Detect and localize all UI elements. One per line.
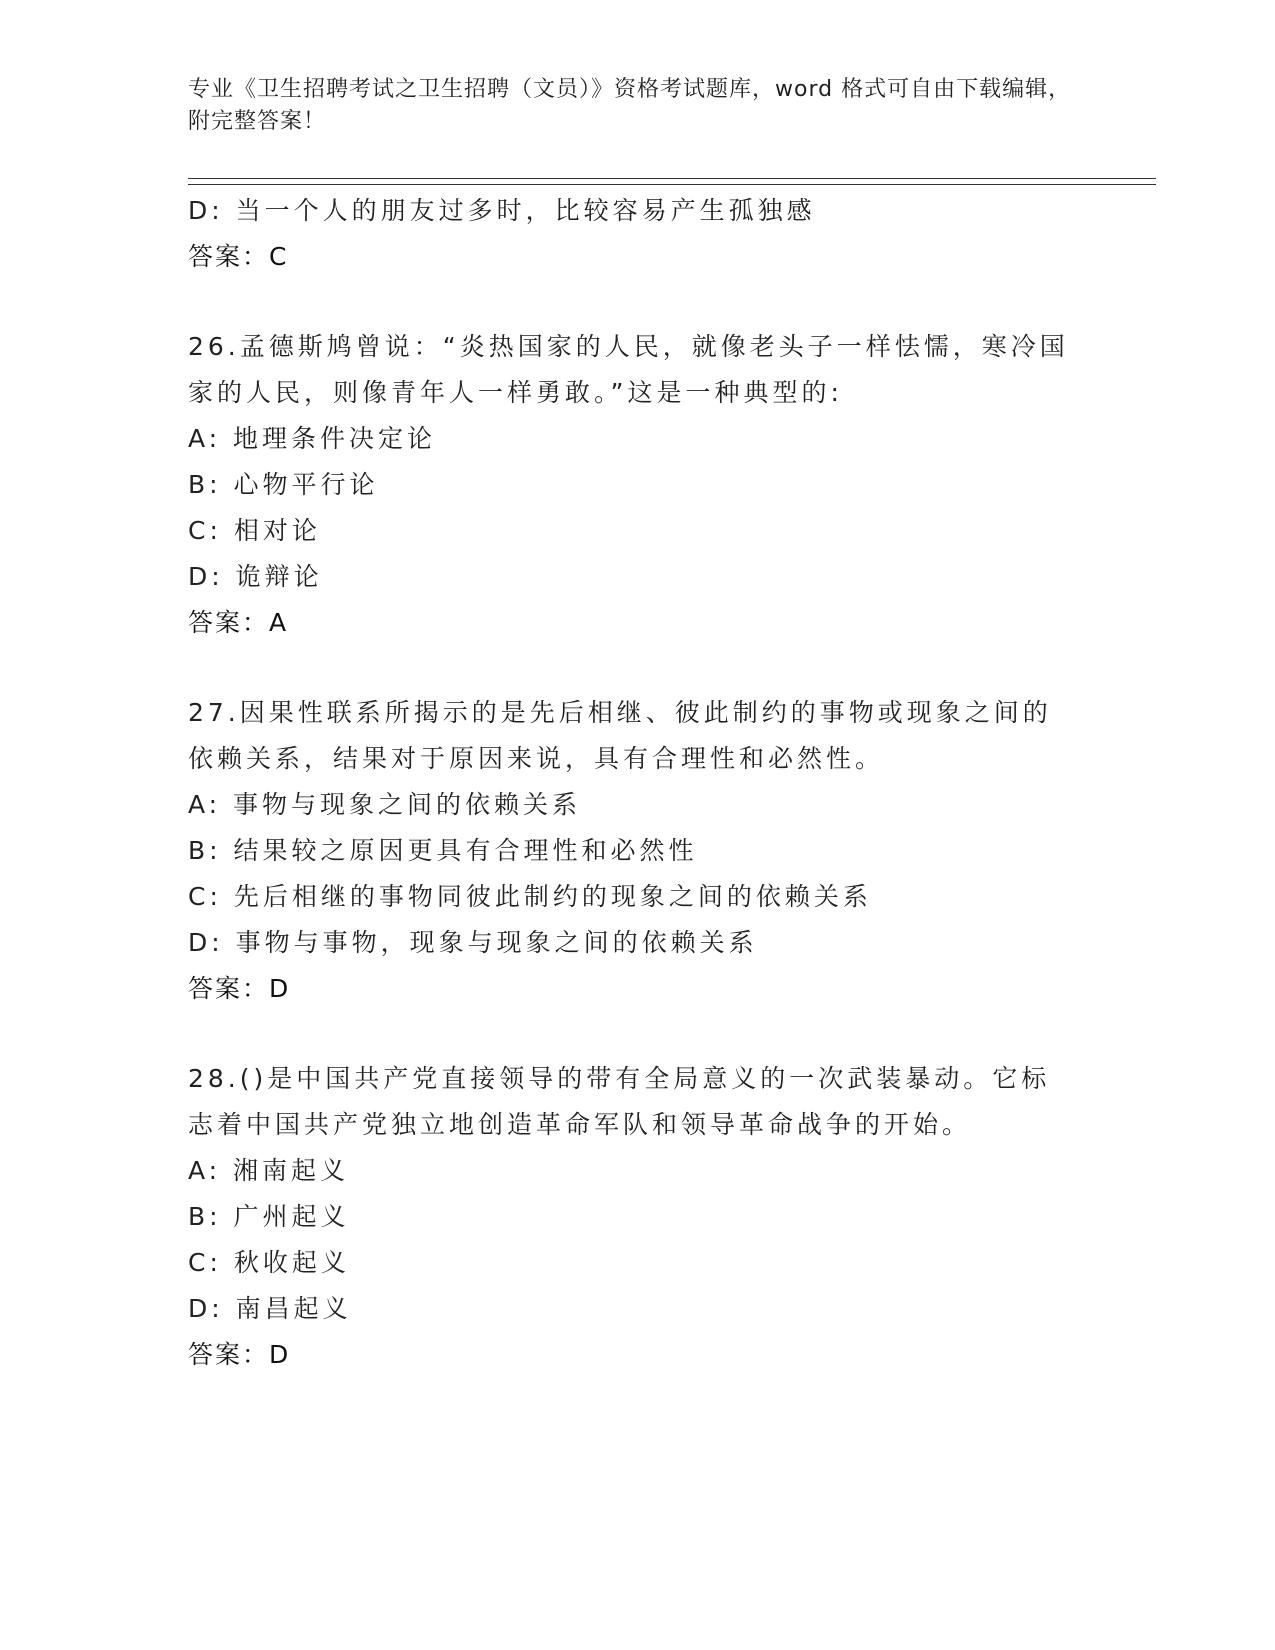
question-stem: 27.因果性联系所揭示的是先后相继、彼此制约的事物或现象之间的依赖关系，结果对于原因来说，具有合理性和必然性。 xyxy=(188,698,1052,773)
option-a: A: 湘南起义 xyxy=(188,1156,350,1185)
question-stem: 26.孟德斯鸠曾说：“炎热国家的人民，就像老头子一样怯懦，寒冷国家的人民，则像青年人一样勇敢。”这是一种典型的: xyxy=(188,332,1069,407)
question-stem: 28.()是中国共产党直接领导的带有全局意义的一次武装暴动。它标志着中国共产党独立地创造革命军队和领导革命战争的开始。 xyxy=(188,1064,1051,1139)
option-a: A: 事物与现象之间的依赖关系 xyxy=(188,790,582,819)
option-b: B: 结果较之原因更具有合理性和必然性 xyxy=(188,836,698,865)
question-content xyxy=(188,188,1088,1378)
option-b: B: 广州起义 xyxy=(188,1202,350,1231)
option-d: D: 事物与事物，现象与现象之间的依赖关系 xyxy=(188,928,758,957)
header-divider xyxy=(188,178,1156,185)
answer-line: 答案：A xyxy=(188,608,289,637)
answer-line: 答案：D xyxy=(188,974,291,1003)
document-header: 专业《卫生招聘考试之卫生招聘（文员）》资格考试题库，word 格式可自由下载编辑，附完整答案！ xyxy=(188,77,1072,134)
option-b: B: 心物平行论 xyxy=(188,470,379,499)
option-d: D: 南昌起义 xyxy=(188,1294,352,1323)
question-27 xyxy=(188,690,1088,1012)
answer-line: 答案：C xyxy=(188,242,289,271)
option-c: C: 相对论 xyxy=(188,516,321,545)
option-c: C: 秋收起义 xyxy=(188,1248,350,1277)
option-d: D: 诡辩论 xyxy=(188,562,323,591)
previous-question-tail xyxy=(188,188,1088,280)
option-d: D: 当一个人的朋友过多时，比较容易产生孤独感 xyxy=(188,196,816,225)
option-a: A: 地理条件决定论 xyxy=(188,424,437,453)
question-28 xyxy=(188,1056,1088,1378)
question-26 xyxy=(188,324,1088,646)
answer-line: 答案：D xyxy=(188,1340,291,1369)
option-c: C: 先后相继的事物同彼此制约的现象之间的依赖关系 xyxy=(188,882,872,911)
